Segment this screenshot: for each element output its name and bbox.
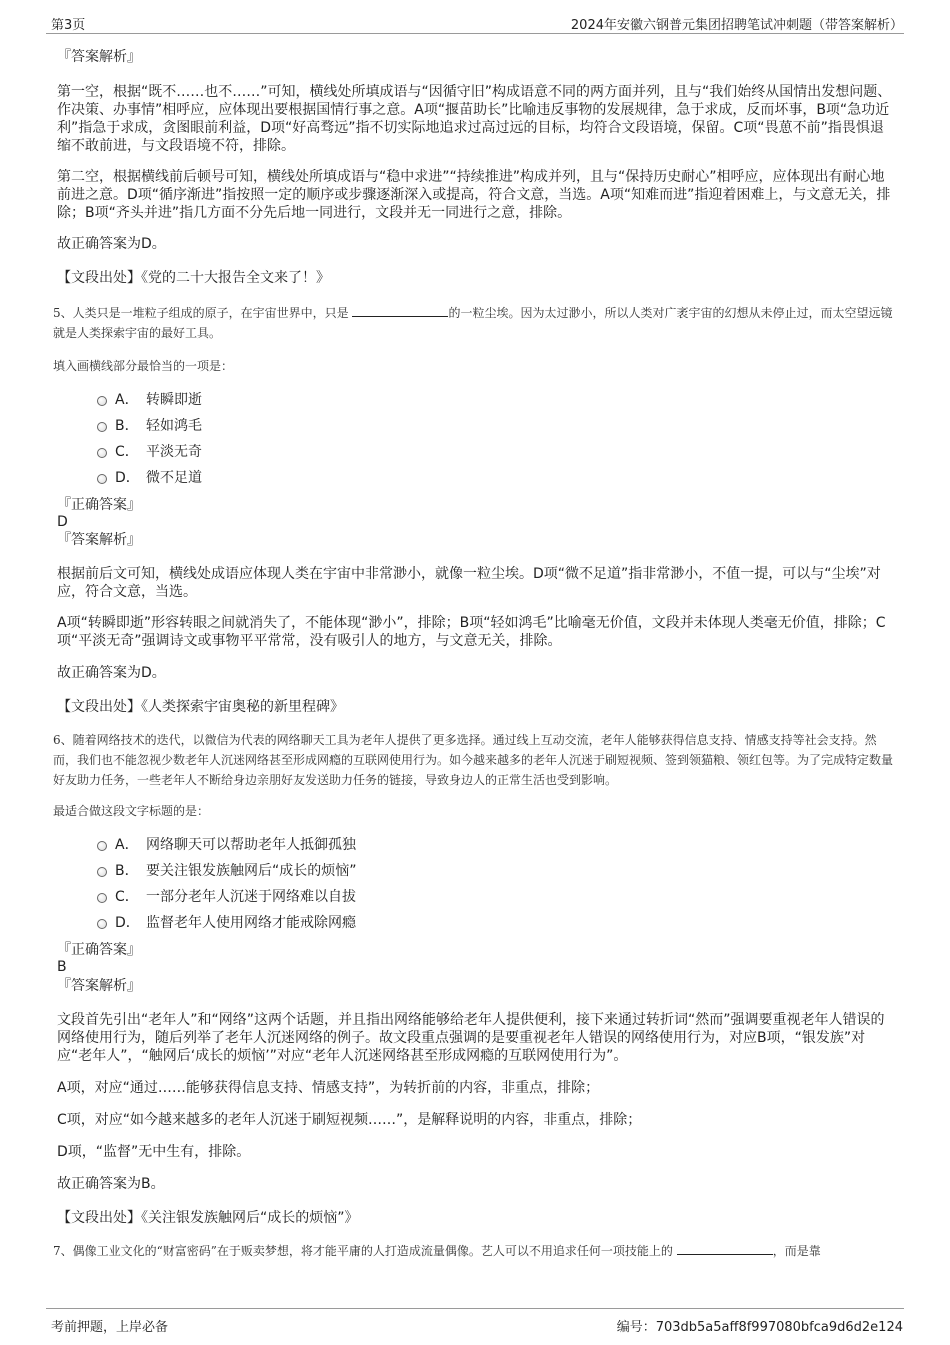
- option-text: 微不足道: [146, 470, 202, 486]
- q6-correct-tag: 『正确答案』: [57, 942, 141, 958]
- page-content: [53, 48, 897, 1261]
- serial-label: 编号：: [616, 1320, 656, 1335]
- radio-button-icon[interactable]: [97, 422, 107, 432]
- option-letter: D．: [115, 470, 140, 486]
- q6-question: 6、随着网络技术的迭代，以微信为代表的网络聊天工具为老年人提供了更多选择。通过线上互动交流，老年人能够获得信息支持、情感支持等社会支持。然而，我们也不能忽视少数老年人沉迷网络甚至形成网瘾的互联网使用行为。如今越来越多的老年人沉迷于刷短视频、签到领猫粮、领红包等。为了完成特定数量好友助力任务，一些老年人不断给身边亲朋好友发送助力任务的链接，导致身边人的正常生活也受到影响。: [53, 733, 894, 787]
- q5-prompt: 填入画横线部分最恰当的一项是：: [53, 359, 234, 373]
- q7-blank: [677, 1241, 773, 1255]
- q5-question: [53, 303, 897, 343]
- radio-button-icon[interactable]: [97, 396, 107, 406]
- q4-conclusion: 故正确答案为D。: [57, 236, 166, 252]
- option-letter: A．: [115, 837, 139, 853]
- q5-analysis-paragraph: A项“转瞬即逝”形容转眼之间就消失了，不能体现“渺小”，排除；B项“轻如鸿毛”比喻毫无价值，文段并未体现人类毫无价值，排除；C项“平淡无奇”强调诗文或事物平平常常，没有吸引人的地方，与文意无关，排除。: [57, 615, 886, 649]
- q5-source: 【文段出处】《人类探索宇宙奥秘的新里程碑》: [57, 699, 344, 715]
- q6-analysis-paragraph: C项，对应“如今越来越多的老年人沉迷于刷短视频……”，是解释说明的内容，非重点，排除；: [57, 1112, 642, 1128]
- radio-button-icon[interactable]: [97, 474, 107, 484]
- q5-conclusion: 故正确答案为D。: [57, 665, 166, 681]
- q5-text-before: 5、人类只是一堆粒子组成的原子，在宇宙世界中，只是: [53, 306, 349, 320]
- page-number: 第3页: [51, 18, 86, 33]
- q5-text-after: 的一粒尘埃。因为太过渺小，所以人类对广袤宇宙的幻想从未停止过，而太空望远镜就是人类探索宇宙的最好工具。: [53, 306, 893, 340]
- radio-button-icon[interactable]: [97, 867, 107, 877]
- footer-serial: [617, 1316, 903, 1335]
- option-letter: C．: [115, 444, 139, 460]
- q6-analysis-paragraph: A项，对应“通过……能够获得信息支持、情感支持”，为转折前的内容，非重点，排除；: [57, 1080, 600, 1096]
- q5-correct-answer: D: [57, 514, 68, 530]
- option-letter: A．: [115, 392, 139, 408]
- q6-conclusion: 故正确答案为B。: [57, 1176, 165, 1192]
- q5-options: [57, 387, 897, 491]
- option-text: 监督老年人使用网络才能戒除网瘾: [146, 915, 356, 931]
- q4-analysis-tag: 『答案解析』: [57, 49, 141, 65]
- q6-option-a[interactable]: [57, 832, 897, 858]
- q6-option-b[interactable]: [57, 858, 897, 884]
- q6-correct-answer: B: [57, 959, 67, 975]
- radio-button-icon[interactable]: [97, 919, 107, 929]
- q5-option-b[interactable]: [57, 413, 897, 439]
- header-divider: [46, 33, 904, 34]
- q5-analysis-paragraph: 根据前后文可知，横线处成语应体现人类在宇宙中非常渺小，就像一粒尘埃。D项“微不足道”指非常渺小，不值一提，可以与“尘埃”对应，符合文意，当选。: [57, 566, 881, 600]
- radio-button-icon[interactable]: [97, 448, 107, 458]
- document-title: 2024年安徽六钢普元集团招聘笔试冲刺题（带答案解析）: [570, 18, 903, 33]
- q7-question: [53, 1241, 897, 1261]
- option-text: 平淡无奇: [146, 444, 202, 460]
- page-footer: [0, 1306, 950, 1345]
- option-letter: C．: [115, 889, 139, 905]
- q4-analysis-paragraph: 第一空，根据“既不……也不……”可知，横线处所填成语与“因循守旧”构成语意不同的两方面并列，且与“我们始终从国情出发想问题、作决策、办事情”相呼应，应体现出要根据国情行事之意。A项“揠苗助长”比喻违反事物的发展规律，急于求成，反而坏事，B项“急功近利”指急于求成，贪图眼前利益，D项“好高骛远”指不切实际地追求过高过远的目标，均符合文段语境，保留。C项“畏葸不前”指畏惧退缩不敢前进，与文段语境不符，排除。: [57, 84, 892, 154]
- q4-source: 【文段出处】《党的二十大报告全文来了！》: [57, 270, 330, 286]
- option-text: 一部分老年人沉迷于网络难以自拔: [146, 889, 356, 905]
- q6-option-c[interactable]: [57, 884, 897, 910]
- option-letter: B．: [115, 418, 139, 434]
- radio-button-icon[interactable]: [97, 841, 107, 851]
- page-header: [0, 0, 950, 34]
- q6-analysis-paragraph: 文段首先引出“老年人”和“网络”这两个话题，并且指出网络能够给老年人提供便利，接下来通过转折词“然而”强调要重视老年人错误的网络使用行为，随后列举了老年人沉迷网络的例子。故文段重点强调的是要重视老年人错误的网络使用行为，对应B项，“银发族”对应“老年人”，“触网后‘成长的烦恼’”对应“老年人沉迷网络甚至形成网瘾的互联网使用行为”。: [57, 1012, 885, 1064]
- option-text: 要关注银发族触网后“成长的烦恼”: [146, 863, 357, 879]
- serial-number: 703db5a5aff8f997080bfca9d6d2e124: [655, 1320, 903, 1335]
- q4-analysis-paragraph: 第二空，根据横线前后顿号可知，横线处所填成语与“稳中求进”“持续推进”构成并列，且与“保持历史耐心”相呼应，应体现出有耐心地前进之意。D项“循序渐进”指按照一定的顺序或步骤逐渐深入或提高，符合文意，当选。A项“知难而进”指迎着困难上，与文意无关，排除；B项“齐头并进”指几方面不分先后地一同进行，文段并无一同进行之意，排除。: [57, 169, 891, 221]
- q7-text-before: 7、偶像工业文化的“财富密码”在于贩卖梦想，将才能平庸的人打造成流量偶像。艺人可以不用追求任何一项技能上的: [53, 1244, 673, 1258]
- q6-analysis-paragraph: D项，“监督”无中生有，排除。: [57, 1144, 251, 1160]
- q6-analysis-tag: 『答案解析』: [57, 978, 141, 994]
- q5-option-a[interactable]: [57, 387, 897, 413]
- q6-source: 【文段出处】《关注银发族触网后“成长的烦恼”》: [57, 1210, 359, 1226]
- q5-blank: [352, 303, 448, 317]
- q6-option-d[interactable]: [57, 910, 897, 936]
- option-text: 转瞬即逝: [146, 392, 202, 408]
- q5-analysis-tag: 『答案解析』: [57, 532, 141, 548]
- option-text: 轻如鸿毛: [146, 418, 202, 434]
- option-letter: D．: [115, 915, 140, 931]
- q6-prompt: 最适合做这段文字标题的是：: [53, 804, 210, 818]
- footer-divider: [46, 1308, 904, 1309]
- q5-correct-tag: 『正确答案』: [57, 497, 141, 513]
- q5-option-d[interactable]: [57, 465, 897, 491]
- q6-options: [57, 832, 897, 936]
- radio-button-icon[interactable]: [97, 893, 107, 903]
- footer-slogan: 考前押题，上岸必备: [51, 1320, 169, 1335]
- option-text: 网络聊天可以帮助老年人抵御孤独: [146, 837, 356, 853]
- q7-text-after: ，而是靠: [772, 1244, 821, 1258]
- q5-option-c[interactable]: [57, 439, 897, 465]
- option-letter: B．: [115, 863, 139, 879]
